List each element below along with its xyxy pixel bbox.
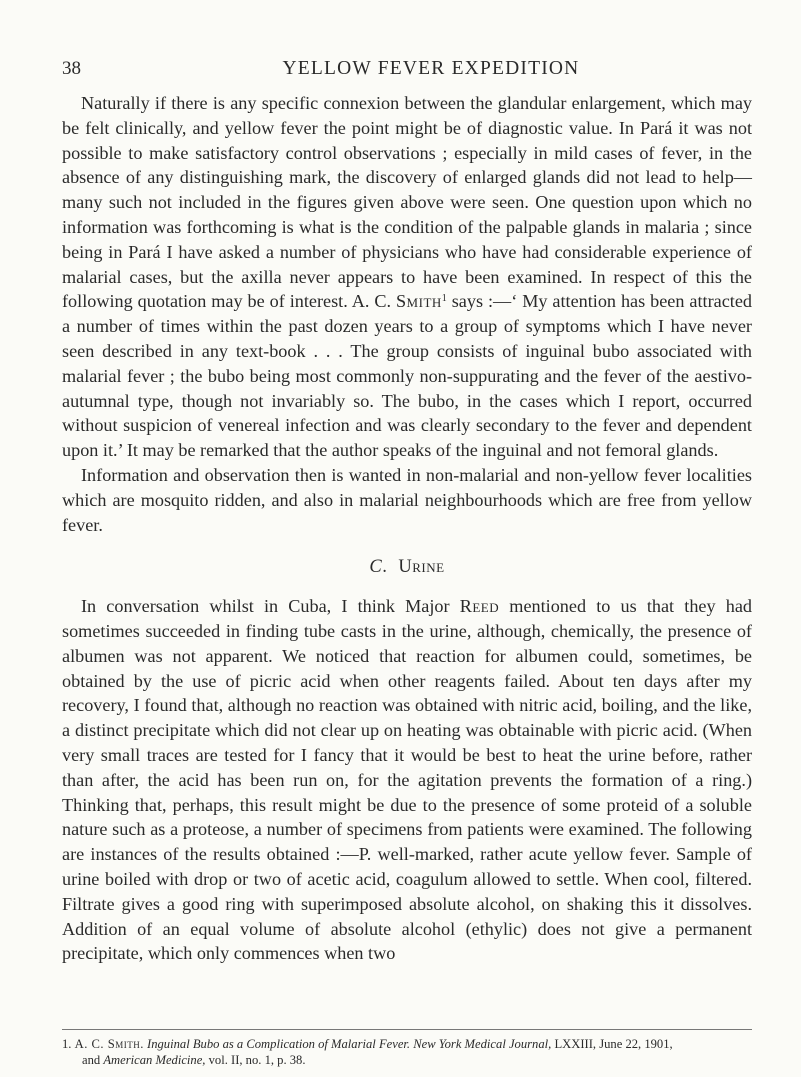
footnote-marker: 1 xyxy=(441,293,447,305)
section-title: Urine xyxy=(398,557,445,578)
body-text xyxy=(62,91,752,966)
footnote-line-2 xyxy=(62,1053,752,1069)
footnote-journal-2: American Medicine, xyxy=(103,1052,206,1067)
running-head xyxy=(62,58,740,82)
footnote-work-title: Inguinal Bubo as a Complication of Malarial Fever. xyxy=(147,1037,411,1051)
paragraph-text: mentioned to us that they had sometimes succeeded in finding tube casts in the urine, although, chemically, the presence of albumen was not apparent. We noticed that reaction for albumen could, sometimes, be obtained by the use of picric acid when other reagents failed. About ten days after my recovery, I found that, although no reaction was obtained with nitric acid, boiling, and the like, a distinct precipitate which did not clear up on heating was obtainable with picric acid. (When very small traces are tested for I fancy that it would be best to heat the urine before, rather than after, the acid has been run on, for the agitation prevents the formation of a ring.) Thinking that, perhaps, this result might be due to the presence of some proteid of a soluble nature such as a proteose, a number of specimens from patients were examined. The following are instances of the results obtained :—P. well-marked, rather acute yellow fever. Sample of urine boiled with drop or two of acetic acid, coagulum allowed to settle. When cool, filtered. Filtrate gives a good ring with superimposed absolute alcohol, on shaking this it dissolves. Addition of an equal volume of absolute alcohol (ethylic) does not give a permanent precipitate, which only commences when two xyxy=(62,596,752,964)
paragraph-text: In conversation whilst in Cuba, I think Major xyxy=(81,596,460,617)
section-letter: C. xyxy=(369,557,389,578)
paragraph-text: says :—‘ My attention has been attracted a number of times within the past dozen years to a group of symptoms which I have never seen described in any text-book . . . The group consists of inguinal bubo associated with malarial fever ; the bubo being most commonly non-suppurating and the fever of the aestivo-autumnal type, though not invariably so. The bubo, in the cases which I report, occurred without suspicion of venereal infection and was clearly secondary to the fever and dependent upon it.’ It may be remarked that the author speaks of the inguinal and not femoral glands. xyxy=(62,291,752,461)
paragraph-information xyxy=(62,463,752,537)
footnote-journal: New York Medical Journal, xyxy=(413,1037,552,1051)
running-title: YELLOW FEVER EXPEDITION xyxy=(282,58,580,79)
footnote-details: LXXIII, June 22, 1901, xyxy=(554,1037,673,1051)
section-heading xyxy=(62,555,752,580)
footnote-author: A. C. Smith. xyxy=(74,1037,144,1051)
author-name-smith: Smith xyxy=(395,291,442,312)
paragraph-glands xyxy=(62,91,752,463)
footnote-and: and xyxy=(82,1052,101,1067)
footnote-number: 1. xyxy=(62,1037,72,1051)
person-name-reed: Reed xyxy=(459,596,500,617)
paragraph-urine xyxy=(62,594,752,966)
footnote-details-2: vol. II, no. 1, p. 38. xyxy=(208,1052,306,1067)
footnote-divider xyxy=(62,1029,752,1030)
footnote xyxy=(62,1037,752,1068)
paragraph-text: Naturally if there is any specific connexion between the glandular enlargement, which may be felt clinically, and yellow fever the point might be of diagnostic value. In Pará it was not possible to make satisfactory control observations ; especially in mild cases of fever, in the absence of any distinguishing mark, the discovery of enlarged glands did not lead to help—many such not included in the figures given above were seen. One question upon which no information was forthcoming is what is the condition of the palpable glands in malaria ; since being in Pará I have asked a number of physicians who have had considerable experience of malarial cases, but the axilla never appears to have been examined. In respect of this the following quotation may be of interest. A. C. xyxy=(62,93,752,312)
page-number: 38 xyxy=(62,58,81,79)
paragraph-text: Information and observation then is wanted in non-malarial and non-yellow fever localities which are mosquito ridden, and also in malarial neighbourhoods which are free from yellow fever. xyxy=(62,464,752,535)
